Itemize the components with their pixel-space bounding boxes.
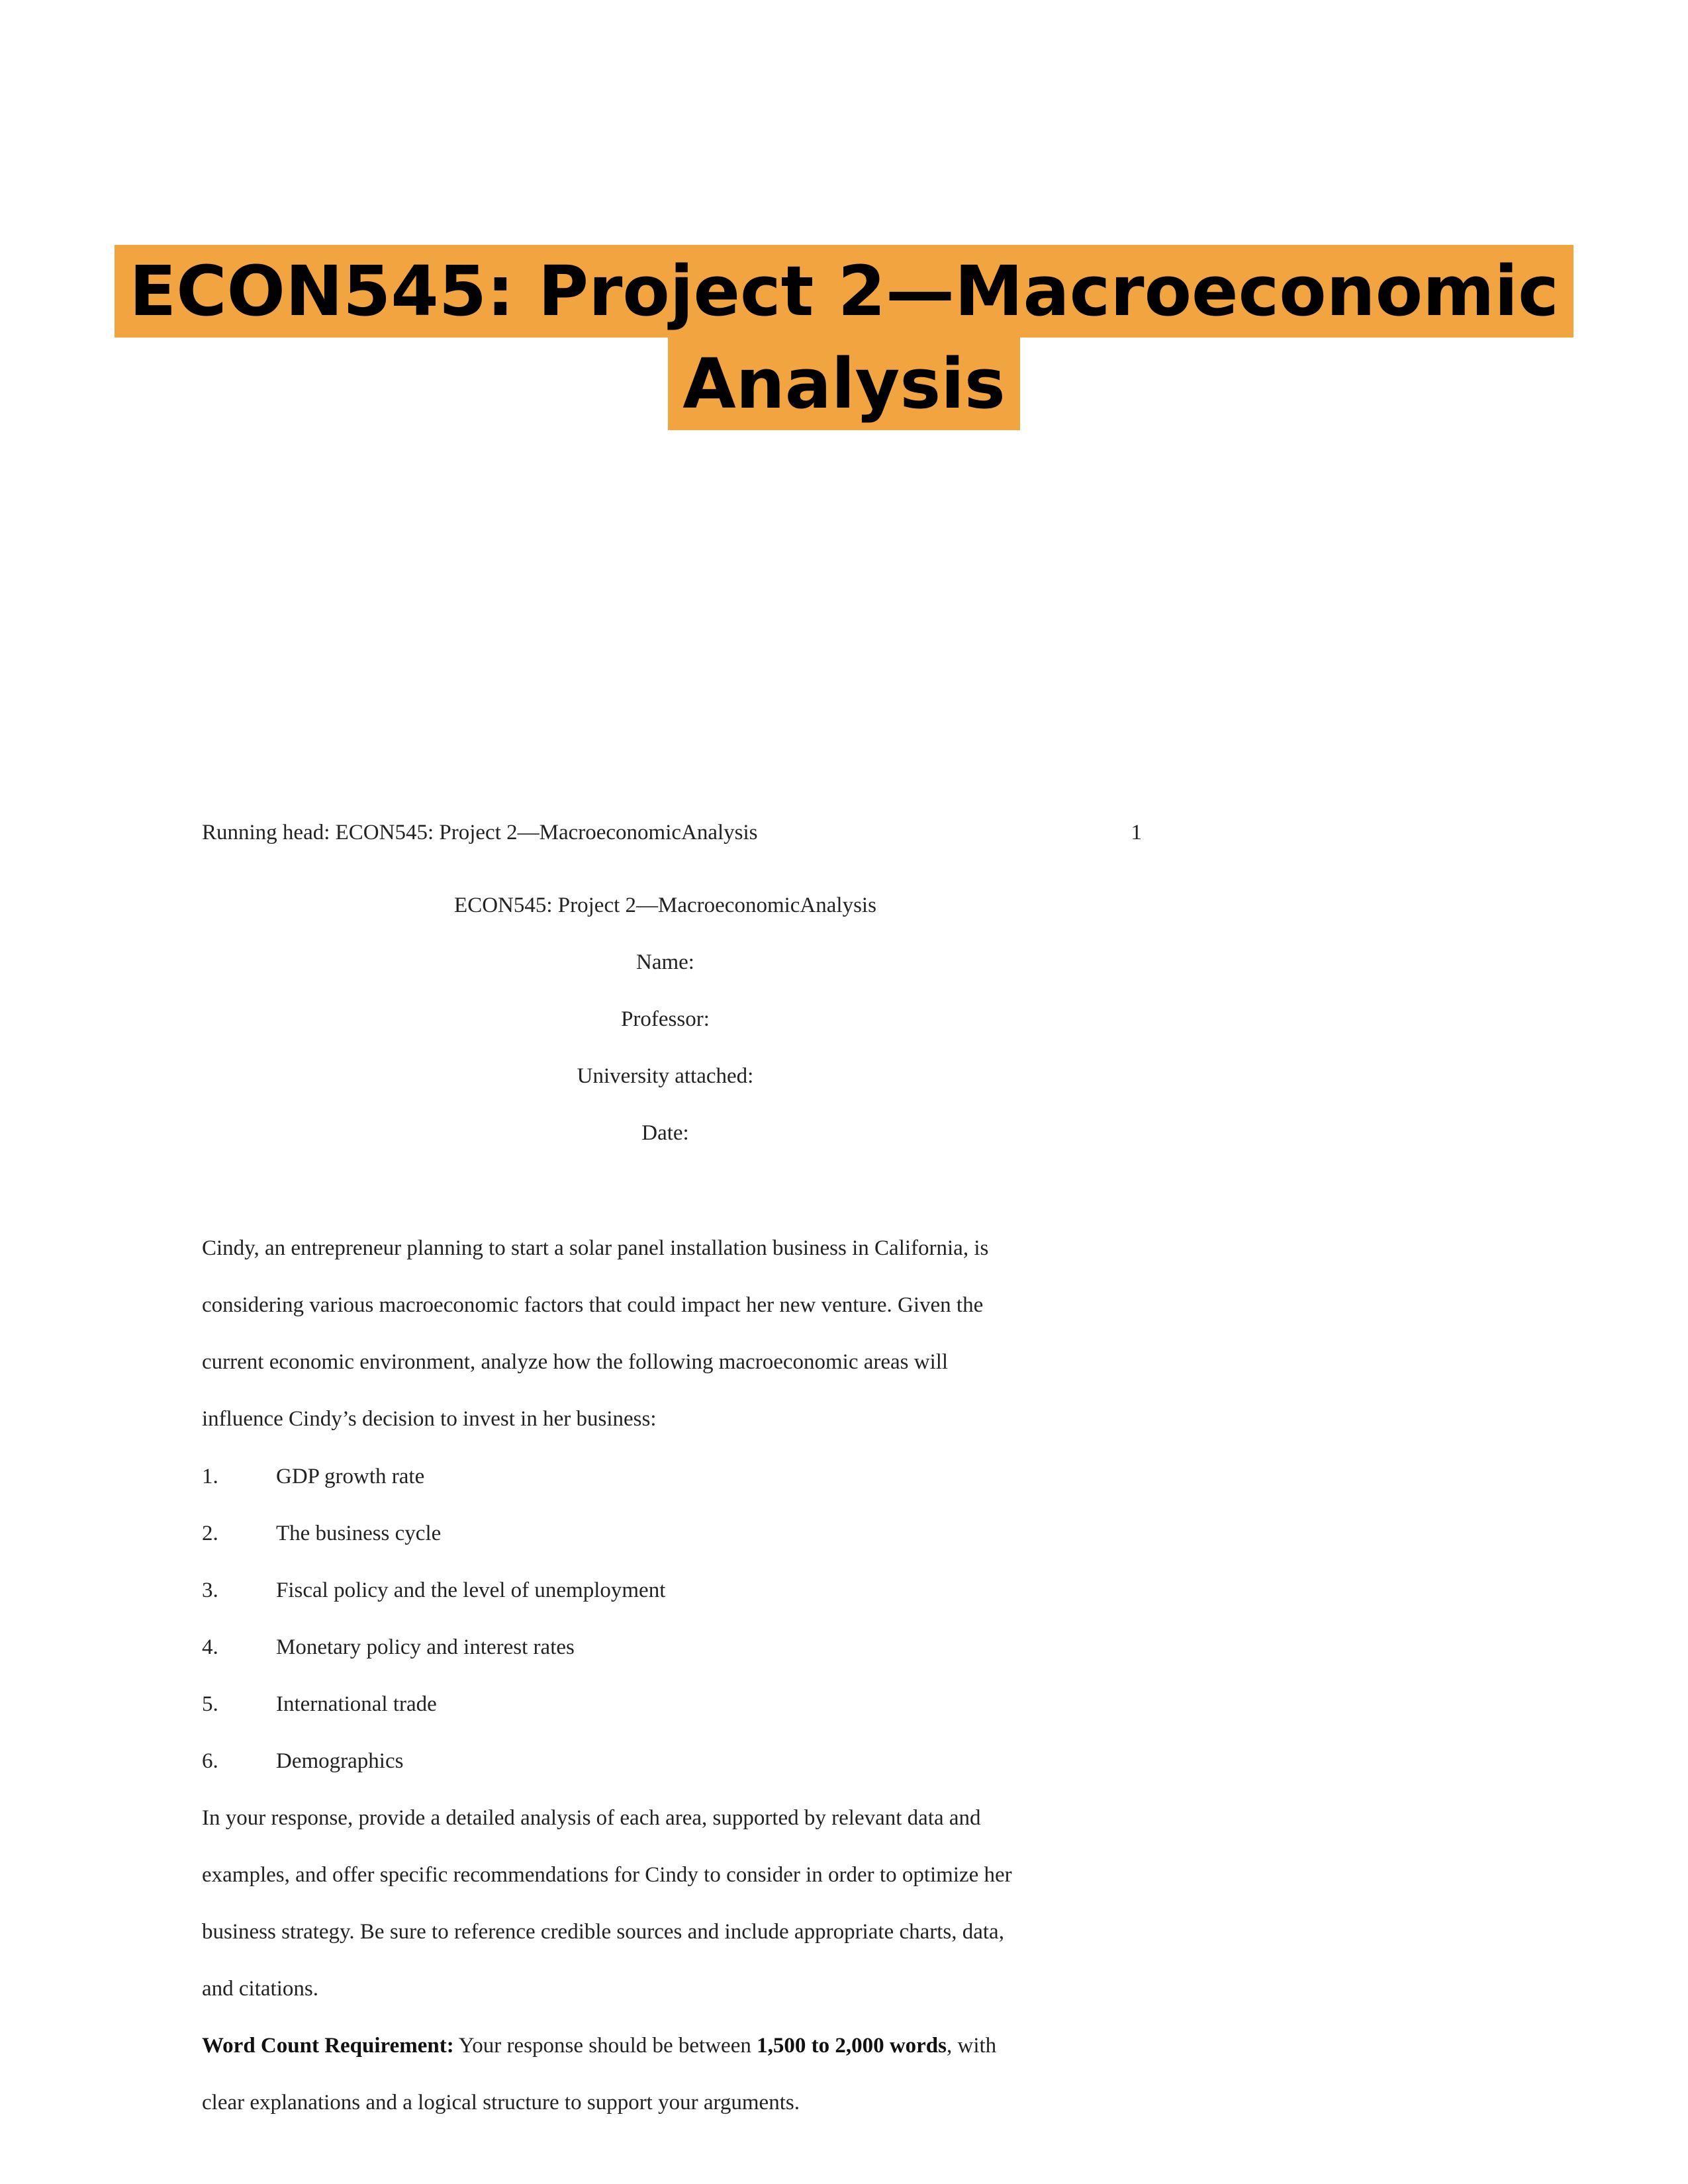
intro-paragraph <box>202 1220 1142 1447</box>
page-number: 1 <box>1131 821 1142 844</box>
word-count-label: Word Count Requirement: <box>202 2034 454 2058</box>
list-number: 4. <box>202 1635 218 1659</box>
response-line: and citations. <box>202 1977 318 2001</box>
word-count-line-2: clear explanations and a logical structure to support your arguments. <box>202 2091 800 2115</box>
running-head-text: Running head: ECON545: Project 2—MacroeconomicAnalysis <box>202 821 758 844</box>
list-item <box>202 1676 1142 1733</box>
list-number: 5. <box>202 1692 218 1716</box>
word-count-line <box>202 2017 1142 2074</box>
response-line: business strategy. Be sure to reference credible sources and include appropriate charts, data, <box>202 1920 1004 1944</box>
response-line: In your response, provide a detailed analysis of each area, supported by relevant data and <box>202 1806 981 1830</box>
title-page-professor: Professor: <box>621 1007 710 1031</box>
list-item <box>202 1505 1142 1562</box>
title-line-2: Analysis <box>668 338 1020 430</box>
response-paragraph <box>202 1790 1142 2131</box>
list-number: 1. <box>202 1465 218 1488</box>
list-text: International trade <box>276 1692 437 1716</box>
intro-line: current economic environment, analyze how the following macroeconomic areas will <box>202 1350 949 1374</box>
title-line-1: ECON545: Project 2—Macroeconomic <box>115 245 1573 338</box>
list-item <box>202 1619 1142 1676</box>
title-page-university: University attached: <box>577 1064 754 1088</box>
intro-line: influence Cindy’s decision to invest in her business: <box>202 1407 657 1431</box>
list-text: Monetary policy and interest rates <box>276 1635 575 1659</box>
list-text: Demographics <box>276 1749 404 1773</box>
list-number: 2. <box>202 1522 218 1545</box>
list-item <box>202 1733 1142 1790</box>
list-number: 6. <box>202 1749 218 1773</box>
word-count-text-after: , with <box>947 2034 997 2058</box>
running-head <box>202 821 1142 854</box>
list-text: The business cycle <box>276 1522 442 1545</box>
list-text: GDP growth rate <box>276 1465 425 1488</box>
macro-areas-list <box>202 1448 1142 1790</box>
word-count-range: 1,500 to 2,000 words <box>757 2034 947 2058</box>
title-page-name: Name: <box>636 950 694 974</box>
list-item <box>202 1448 1142 1505</box>
response-line: examples, and offer specific recommendations for Cindy to consider in order to optimize her <box>202 1863 1012 1887</box>
intro-line: considering various macroeconomic factors that could impact her new venture. Given the <box>202 1293 984 1317</box>
list-text: Fiscal policy and the level of unemployment <box>276 1578 666 1602</box>
list-number: 3. <box>202 1578 218 1602</box>
word-count-text: Your response should be between <box>453 2034 757 2058</box>
title-page-title: ECON545: Project 2—MacroeconomicAnalysis <box>454 893 876 917</box>
title-page-date: Date: <box>641 1121 689 1145</box>
list-item <box>202 1562 1142 1619</box>
intro-line: Cindy, an entrepreneur planning to start a solar panel installation business in California, is <box>202 1236 989 1260</box>
